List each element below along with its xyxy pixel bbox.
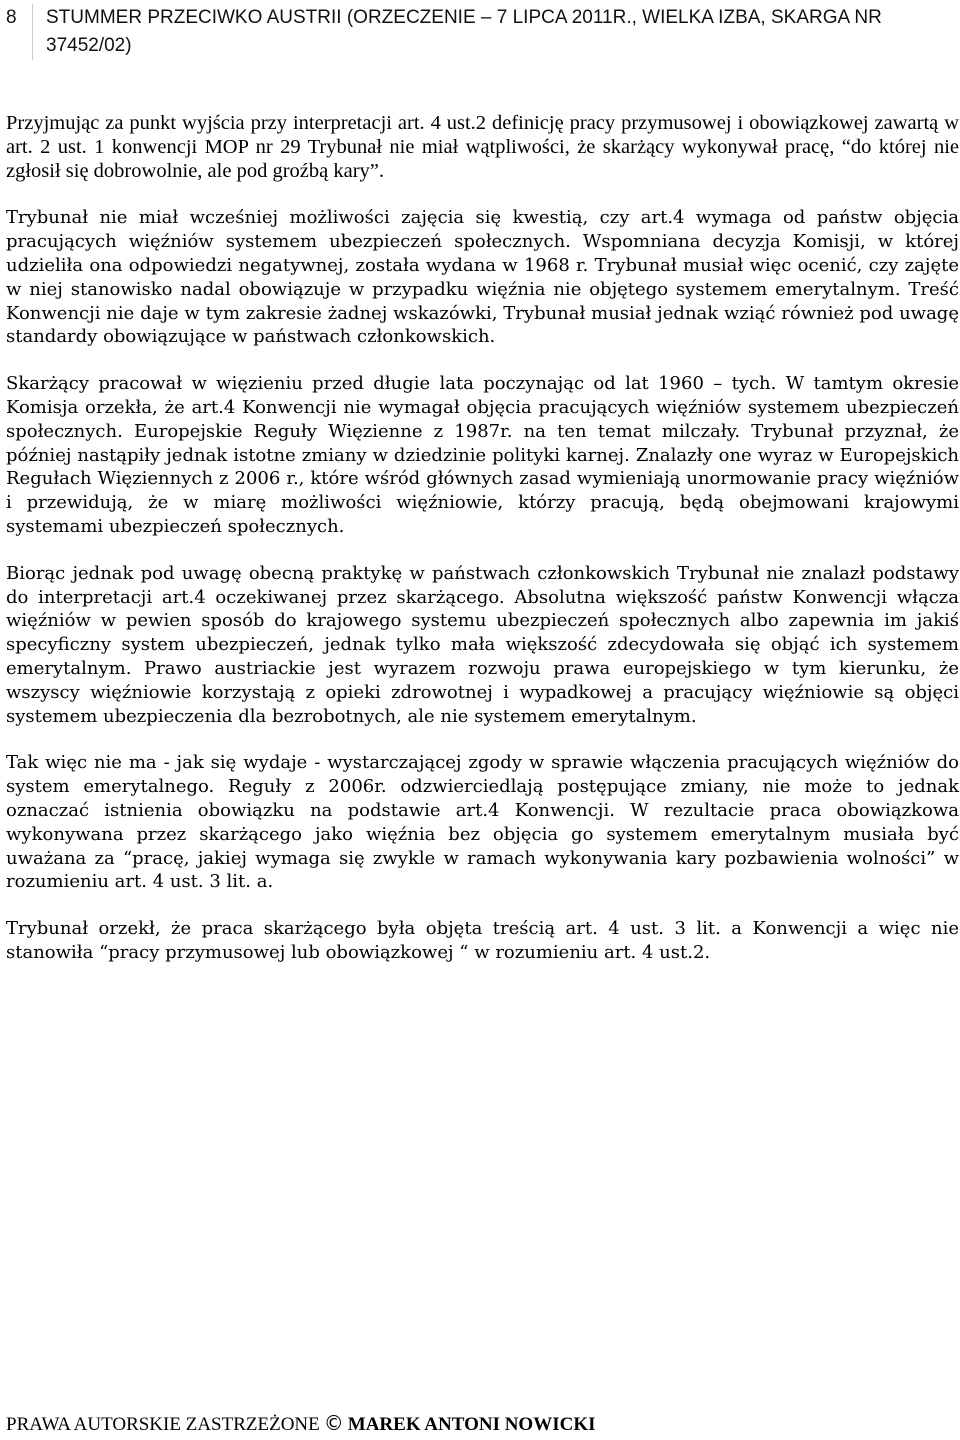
footer-author: MAREK ANTONI NOWICKI <box>347 1414 596 1435</box>
footer-rights-text: PRAWA AUTORSKIE ZASTRZEŻONE <box>6 1414 320 1435</box>
paragraph-1: Przyjmując za punkt wyjścia przy interpretacji art. 4 ust.2 definicję pracy przymusowej i obowiązkowej zawartą w art. 2 ust. 1 konwencji MOP nr 29 Trybunał nie miał wątpliwości, że skarżący wykonywał pracę, “do której nie zgłosił się dobrowolnie, ale pod groźbą kary”. <box>6 112 959 182</box>
page-number: 8 <box>6 7 17 28</box>
document-body <box>6 112 959 965</box>
header-divider <box>32 4 33 60</box>
paragraph-3: Skarżący pracował w więzieniu przed długie lata poczynając od lat 1960 – tych. W tamtym okresie Komisja orzekła, że art.4 Konwencji nie wymagał objęcia pracujących więźniów systemem ubezpieczeń społecznych. Europejskie Reguły Więzienne z 1987r. na ten temat milczały. Trybunał przyznał, że później nastąpiły jednak istotne zmiany w dziedzinie polityki karnej. Znalazły one wyraz w Europejskich Regułach Więziennych z 2006 r., które wśród głównych zasad wymieniają unormowanie pracy więźniów i przewidują, że w miarę możliwości więźniowie, którzy pracują, będą obejmowani krajowymi systemami ubezpieczeń społecznych. <box>6 373 959 537</box>
copyright-icon: © <box>323 1411 344 1435</box>
running-header <box>0 0 960 70</box>
paragraph-6: Trybunał orzekł, że praca skarżącego była objęta treścią art. 4 ust. 3 lit. a Konwencji a więc nie stanowiła “pracy przymusowej lub obowiązkowej “ w rozumieniu art. 4 ust.2. <box>6 918 959 963</box>
paragraph-5: Tak więc nie ma - jak się wydaje - wystarczającej zgody w sprawie włączenia pracujących więźniów do system emerytalnego. Reguły z 2006r. odzwierciedlają postępujące zmiany, nie może to jednak oznaczać istnienia obowiązku na podstawie art.4 Konwencji. W rezultacie praca obowiązkowa wykonywana przez skarżącego jako więźnia bez objęcia go systemem emerytalnym musiała być uważana za “pracę, jakiej wymaga się zwykle w ramach wykonywania kary pozbawienia wolności” w rozumieniu art. 4 ust. 3 lit. a. <box>6 752 959 893</box>
paragraph-4: Biorąc jednak pod uwagę obecną praktykę w państwach członkowskich Trybunał nie znalazł podstawy do interpretacji art.4 oczekiwanej przez skarżącego. Absolutna większość państw Konwencji włącza więźniów w pewien sposób do krajowego systemu ubezpieczeń społecznych albo zapewnia im jakiś specyficzny system ubezpieczeń, jednak tylko mała większość zdecydowała się objąć ich systemem emerytalnym. Prawo austriackie jest wyrazem rozwoju prawa europejskiego w tym kierunku, że wszyscy więźniowie korzystają z opieki zdrowotnej i wypadkowej a pracujący więźniowie są objęci systemem ubezpieczenia dla bezrobotnych, ale nie systemem emerytalnym. <box>6 562 959 727</box>
header-title: STUMMER PRZECIWKO AUSTRII (ORZECZENIE – 7 LIPCA 2011R., WIELKA IZBA, SKARGA NR 37452/02) <box>46 7 882 56</box>
paragraph-2: Trybunał nie miał wcześniej możliwości zajęcia się kwestią, czy art.4 wymaga od państw objęcia pracujących więźniów systemem ubezpieczeń społecznych. Wspomniana decyzja Komisji, w której udzieliła ona odpowiedzi negatywnej, została wydana w 1968 r. Trybunał musiał więc ocenić, czy zajęte w niej stanowisko nadal obowiązuje w przypadku więźnia nie objętego systemem emerytalnym. Treść Konwencji nie daje w tym zakresie żadnej wskazówki, Trybunał musiał jednak wziąć również pod uwagę standardy obowiązujące w państwach członkowskich. <box>6 207 959 348</box>
page-footer <box>6 1411 959 1437</box>
